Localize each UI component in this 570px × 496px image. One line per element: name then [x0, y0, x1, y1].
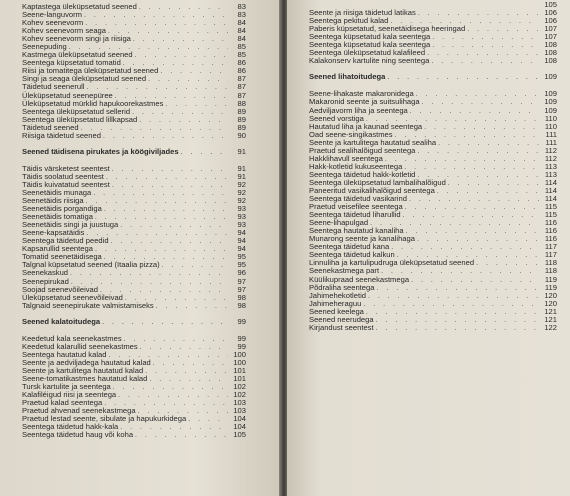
entry-title: Seened neerudega: [309, 314, 374, 324]
page-number: 114: [544, 177, 557, 187]
page-number: 108: [544, 56, 557, 66]
entry-title: Üleküpsetatud seenevõileivad: [22, 292, 123, 302]
entry-title: Üleküpsetatud mürklid hapukoorekastmes: [22, 98, 164, 108]
page-number: 92: [237, 187, 246, 197]
toc-group: [309, 1, 557, 65]
page-number: 86: [237, 58, 246, 68]
entry-title: Seenetäidis tomatiga: [22, 212, 93, 222]
dot-leader: [160, 68, 228, 76]
entry-title: Oad seene-singikastmes: [309, 129, 393, 139]
page-number: 89: [237, 122, 246, 132]
entry-title: Talgnaid seenepirukate valmistamiseks: [22, 300, 154, 310]
page-number: 120: [544, 290, 557, 300]
dot-leader: [376, 285, 539, 293]
page-number: 103: [233, 398, 246, 408]
dot-leader: [140, 344, 228, 352]
dot-leader: [135, 52, 228, 60]
dot-leader: [85, 20, 228, 28]
entry-title: Seentega küpsetatud kala seentega: [309, 40, 431, 50]
entry-title: Kalakonserv kartulite ning seentega: [309, 56, 430, 66]
entry-title: Riisiga täidetud seened: [22, 130, 101, 140]
entry-title: Seenepuding: [22, 42, 67, 52]
page-number: 93: [237, 204, 246, 214]
dot-leader: [376, 317, 539, 325]
page-number: 87: [237, 74, 246, 84]
entry-title: Talgnal küpsetatud seened (Itaalia pizza): [22, 260, 160, 270]
entry-title: Seentega üleküpsetatud kalafileed: [309, 48, 426, 58]
section-heading: Seened kalatoitudega . . . 99: [22, 318, 246, 326]
toc-group: [22, 335, 246, 440]
dot-leader: [156, 303, 228, 311]
page-number: 107: [544, 24, 557, 34]
entry-title: Seenekaskud: [22, 268, 69, 278]
page-number: 118: [544, 258, 557, 268]
page-number: 110: [544, 121, 557, 131]
entry-title: Seene-lihakaste makaronidega: [309, 89, 414, 99]
entry-title: Seente ja kartulitega hautatud kalad: [22, 365, 144, 375]
dot-leader: [95, 246, 228, 254]
dot-leader: [118, 392, 228, 400]
page-number: 102: [233, 382, 246, 392]
entry-title: Täidis kuivatatud seentest: [22, 179, 110, 189]
dot-leader: [391, 244, 539, 252]
entry-title: Seente ja aedviljadega hautatud kalad: [22, 357, 151, 367]
dot-leader: [437, 188, 539, 196]
entry-title: Seentega täidetud vasikarind: [309, 194, 407, 204]
dot-leader: [403, 212, 539, 220]
dot-leader: [70, 270, 228, 278]
entry-title: Seentega täidetud hakk-kotletid: [309, 169, 416, 179]
entry-title: Seente ja riisiga täidetud latikas: [309, 8, 416, 18]
entry-title: Seente ja kartulitega hautatud sealiha: [309, 137, 437, 147]
page-number: 95: [237, 260, 246, 270]
page-number: 110: [544, 113, 557, 123]
dot-leader: [417, 236, 539, 244]
dot-leader: [416, 91, 539, 99]
page-number: 111: [545, 129, 557, 139]
page-number: 88: [237, 98, 246, 108]
dot-leader: [139, 4, 228, 12]
page-number: 117: [544, 242, 557, 252]
dot-leader: [368, 293, 539, 301]
page-number: 101: [233, 373, 246, 383]
page-number: 91: [237, 146, 246, 156]
entry-title: Seentega pekitud kalad: [309, 16, 389, 26]
dot-leader: [124, 336, 228, 344]
dot-leader: [81, 125, 228, 133]
dot-leader: [132, 109, 228, 117]
page-number: 105: [233, 430, 246, 440]
dot-leader: [139, 117, 228, 125]
entry-title: Seenetäidis riisiga: [22, 196, 84, 206]
entry-title: Seentega küpsetatud kala seentega: [309, 32, 431, 42]
dot-leader: [438, 140, 539, 148]
entry-title: Paberis küpsetatud, seenetäidisega heeringad: [309, 24, 466, 34]
entry-title: Seentega hautatud kalad: [22, 349, 107, 359]
page-number: 104: [233, 414, 246, 424]
dot-leader: [135, 432, 228, 440]
page-number: 93: [237, 212, 246, 222]
entry-title: Paneeritud vasikalihalõigud seentega: [309, 185, 435, 195]
page-number: 109: [544, 97, 557, 107]
dot-leader: [385, 156, 539, 164]
dot-leader: [188, 416, 228, 424]
entry-title: Soojad seenevõileivad: [22, 284, 98, 294]
entry-title: Täidis soolatud seentest: [22, 171, 104, 181]
dot-leader: [93, 190, 228, 198]
entry-title: Praetud ahvenad seenekastmega: [22, 406, 136, 416]
entry-title: Kapsarullid seentega: [22, 244, 93, 254]
entry-title: Seened vorstiga: [309, 113, 364, 123]
entry-title: Täidetud seened: [22, 122, 79, 132]
dot-leader: [427, 50, 539, 58]
entry-title: Üleküpsetatud seenepüree: [22, 90, 113, 100]
toc-left: [22, 3, 246, 439]
entry-title: Seened keelega: [309, 306, 364, 316]
page-number: 106: [544, 8, 557, 18]
entry-title: Kaptastega üleküpsetatud seened: [22, 2, 137, 11]
toc-entry: [309, 324, 557, 332]
entry-title: Seentega täidetud kalkun: [309, 250, 395, 260]
entry-title: Linnuliha ja kartulipudruga üleküpsetatud seened: [309, 258, 475, 268]
page-number: 112: [544, 145, 557, 155]
page-number: 116: [544, 234, 557, 244]
page-number: 98: [237, 292, 246, 302]
dot-leader: [405, 204, 539, 212]
page-number: 83: [237, 10, 246, 20]
dot-leader: [422, 99, 539, 107]
right-page: [287, 0, 570, 496]
entry-title: Makaronid seente ja suitsulihaga: [309, 97, 420, 107]
dot-leader: [120, 424, 228, 432]
entry-title: Seentega üleküpsetatud sellerid: [22, 106, 131, 116]
page-number: 120: [544, 298, 557, 308]
entry-title: Hakk-kotletid kukuseentega: [309, 161, 403, 171]
entry-title: Seentega üleküpsetatud lillkapsad: [22, 114, 138, 124]
page-number: 97: [237, 276, 246, 286]
entry-title: Seentega täidetud liharullid: [309, 210, 401, 220]
dot-leader: [431, 58, 539, 66]
dot-leader: [103, 133, 228, 141]
page-number: 113: [544, 169, 557, 179]
entry-title: Tomatid seenetäidisega: [22, 252, 102, 262]
page-number: 117: [544, 250, 557, 260]
page-number: 102: [233, 390, 246, 400]
entry-title: Kirjandust seentest: [309, 322, 374, 332]
entry-title: Seentega üleküpsetatud lambalihalõigud: [309, 177, 446, 187]
page-number: 92: [237, 196, 246, 206]
entry-title: Kastmega üleküpsetatud seened: [22, 50, 133, 60]
entry-title: Kalafiléigud riisi ja seentega: [22, 390, 117, 400]
page-number: 94: [237, 228, 246, 238]
dot-leader: [409, 196, 539, 204]
entry-title: Seenepirukad: [22, 276, 69, 286]
entry-title: Põdraliha seentega: [309, 282, 375, 292]
entry-title: Seentega täidetud kana: [309, 242, 390, 252]
entry-title: Jahimehekotletid: [309, 290, 366, 300]
entry-title: Seentega hautatud kanaliha: [309, 226, 404, 236]
dot-leader: [113, 384, 228, 392]
entry-title: Singi ja seaga üleküpsetatud seened: [22, 74, 147, 84]
dot-leader: [476, 260, 539, 268]
page-number: 87: [237, 82, 246, 92]
entry-title: Kohev seenevorm seaga: [22, 26, 107, 36]
page-number: 119: [544, 282, 557, 292]
dot-leader: [406, 228, 539, 236]
page-number: 111: [545, 137, 557, 147]
entry-title: Seene-lihapulgad: [309, 218, 369, 228]
toc-entry: [22, 431, 246, 439]
page-number: 91: [237, 171, 246, 181]
page-number: 85: [237, 50, 246, 60]
page-number: 94: [237, 236, 246, 246]
dot-leader: [145, 368, 228, 376]
page-number: 93: [237, 220, 246, 230]
toc-group: [22, 3, 246, 140]
entry-title: Munarong seente ja kanalihaga: [309, 234, 415, 244]
entry-title: Seenetäidis porgandiga: [22, 204, 102, 214]
dot-leader: [467, 26, 539, 34]
entry-title: Aedviljavorm liha ja seentega: [309, 105, 408, 115]
page-number: 96: [237, 268, 246, 278]
page-number: 91: [237, 163, 246, 173]
entry-title: Jahimeheraguu: [309, 298, 362, 308]
dot-leader: [86, 198, 228, 206]
section-heading: Seened lihatoitudega . . . 109: [309, 73, 557, 81]
page-number: 95: [237, 252, 246, 262]
entry-title: Täidetud seenerull: [22, 82, 85, 92]
entry-title: Seentega täidetud hakk-kala: [22, 422, 119, 432]
dot-leader: [148, 76, 228, 84]
page-number: 112: [544, 153, 557, 163]
entry-title: Keedetud kalarullid seenekastmes: [22, 341, 138, 351]
page-number: 122: [544, 322, 557, 332]
page-number: 114: [544, 194, 557, 204]
dot-leader: [363, 301, 539, 309]
entry-title: Kohev seenevorm singi ja riisiga: [22, 34, 131, 44]
page-number: 92: [237, 179, 246, 189]
dot-leader: [112, 166, 228, 174]
page-number: 107: [544, 32, 557, 42]
dot-leader: [411, 277, 539, 285]
page-number: 99: [237, 316, 246, 326]
entry-title: Praetud kalad seentega: [22, 398, 103, 408]
page-number: 106: [544, 16, 557, 26]
toc-group: [22, 165, 246, 310]
entry-title: Kohev seenevorm: [22, 18, 84, 28]
entry-title: Küülikupraad seenekastmega: [309, 274, 410, 284]
page-number: 108: [544, 40, 557, 50]
left-page: [0, 0, 281, 496]
entry-title: Seene-kapsatäidis: [22, 228, 85, 238]
page-number: 85: [237, 42, 246, 52]
dot-leader: [153, 360, 228, 368]
page-number: 115: [544, 202, 557, 212]
page-number: 100: [233, 349, 246, 359]
page-number: 108: [544, 48, 557, 58]
entry-title: Riisi ja tomatitega üleküpsetatud seened: [22, 66, 159, 76]
dot-leader: [404, 164, 539, 172]
toc-right: [309, 1, 557, 332]
entry-title: Seene-tomatikastmes hautatud kalad: [22, 373, 148, 383]
page-number: 83: [237, 2, 246, 11]
page-number: 114: [544, 185, 557, 195]
toc-group: [309, 90, 557, 331]
page-number: 116: [544, 226, 557, 236]
entry-title: Seene-languvorm: [22, 10, 82, 20]
entry-title: Praetud veisefilee seentega: [309, 202, 403, 212]
page-number: 100: [233, 357, 246, 367]
page-number: 105: [544, 0, 557, 9]
page-number: 101: [233, 365, 246, 375]
dot-leader: [104, 206, 228, 214]
dot-leader: [448, 180, 539, 188]
page-number: 99: [237, 333, 246, 343]
dot-leader: [120, 222, 228, 230]
page-number: 118: [544, 266, 557, 276]
entry-title: Praetud lestad seente, sibulate ja hapukurkidega: [22, 414, 187, 424]
dot-leader: [112, 182, 228, 190]
entry-title: Praetud sealihalõigud seentega: [309, 145, 416, 155]
entry-title: Keedetud kala seenekastmes: [22, 333, 122, 343]
section-heading: Seened täidisena pirukates ja köögiviljades . . . 91: [22, 148, 246, 156]
toc-entry: [22, 132, 246, 140]
page-number: 121: [544, 314, 557, 324]
entry-title: Tursk kartulite ja seentega: [22, 382, 111, 392]
dot-leader: [410, 108, 539, 116]
page-number: 109: [544, 105, 557, 115]
dot-leader: [424, 124, 539, 132]
entry-title: Seentega küpsetatud tomatid: [22, 58, 121, 68]
page-number: 113: [544, 161, 557, 171]
page-number: 84: [237, 26, 246, 36]
entry-title: Hakklihavull seentega: [309, 153, 383, 163]
page-number: 121: [544, 306, 557, 316]
dot-leader: [366, 309, 539, 317]
entry-title: Seenekastmega part: [309, 266, 380, 276]
page-number: 98: [237, 300, 246, 310]
dot-leader: [111, 238, 228, 246]
toc-entry: [22, 302, 246, 310]
page-number: 99: [237, 341, 246, 351]
page-number: 104: [233, 422, 246, 432]
page-number: 90: [237, 130, 246, 140]
entry-title: Täidis värsketest seentest: [22, 163, 110, 173]
dot-leader: [162, 262, 228, 270]
page-number: 84: [237, 18, 246, 28]
page-number: 115: [544, 210, 557, 220]
dot-leader: [165, 101, 228, 109]
page-number: 97: [237, 284, 246, 294]
dot-leader: [149, 376, 228, 384]
page-number: 84: [237, 34, 246, 44]
dot-leader: [432, 42, 539, 50]
page-number: 119: [544, 274, 557, 284]
page-number: 103: [233, 406, 246, 416]
dot-leader: [133, 36, 228, 44]
entry-title: Seenetäidis singi ja juustuga: [22, 220, 119, 230]
dot-leader: [417, 148, 539, 156]
dot-leader: [106, 174, 228, 182]
page-number: 94: [237, 244, 246, 254]
dot-leader: [418, 10, 539, 18]
page-number: 109: [544, 72, 557, 82]
page-number: 89: [237, 114, 246, 124]
entry-title: Hautatud liha ja kaunad seentega: [309, 121, 423, 131]
dot-leader: [84, 12, 228, 20]
dot-leader: [376, 325, 539, 333]
page-number: 89: [237, 106, 246, 116]
entry-title: Seentega täidetud haug või koha: [22, 430, 134, 440]
dot-leader: [432, 34, 539, 42]
entry-title: Seenetäidis munaga: [22, 187, 92, 197]
page-number: 109: [544, 89, 557, 99]
toc-entry: [309, 57, 557, 65]
page-number: 86: [237, 66, 246, 76]
page-number: 87: [237, 90, 246, 100]
entry-title: Seentega täidetud peedid: [22, 236, 109, 246]
page-number: 116: [544, 218, 557, 228]
